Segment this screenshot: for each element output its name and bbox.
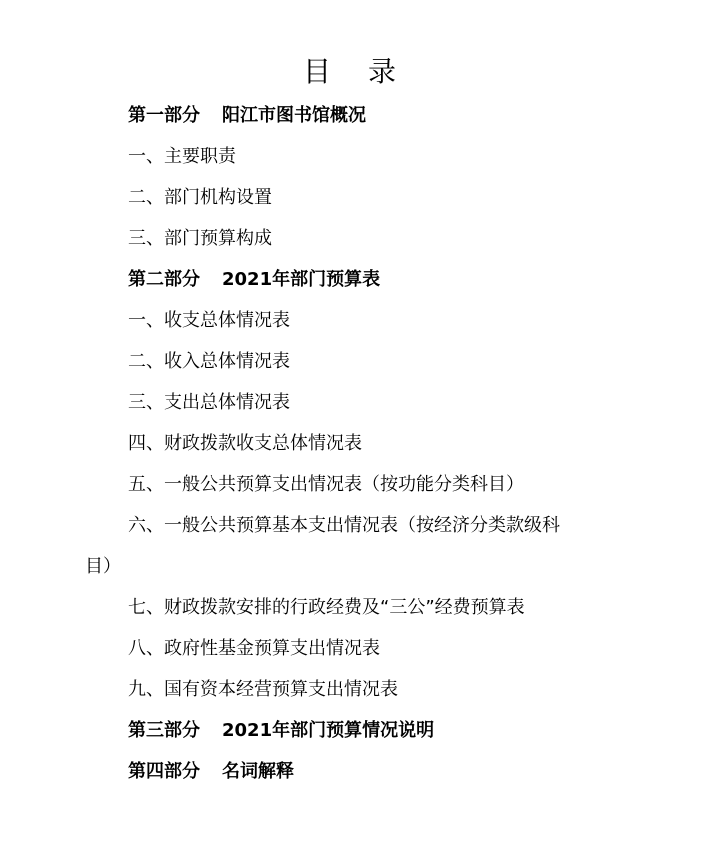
toc-item-continuation: 目）: [85, 556, 121, 577]
part-title: 阳江市图书馆概况: [222, 105, 366, 126]
part-number: 第二部分: [128, 269, 200, 290]
toc-item: 三、部门预算构成: [128, 228, 272, 249]
part-title: 名词解释: [222, 761, 294, 782]
toc-part-4: [128, 758, 294, 786]
toc-item: 七、财政拨款安排的行政经费及“三公”经费预算表: [128, 597, 525, 618]
toc-title: 目 录: [303, 55, 410, 88]
toc-part-1: [128, 102, 366, 130]
toc-item: 九、国有资本经营预算支出情况表: [128, 679, 398, 700]
part-title: 2021年部门预算情况说明: [222, 720, 435, 741]
toc-item: 五、一般公共预算支出情况表（按功能分类科目）: [128, 474, 524, 495]
toc-item: 一、收支总体情况表: [128, 310, 290, 331]
toc-item: 三、支出总体情况表: [128, 392, 290, 413]
part-title: 2021年部门预算表: [222, 269, 381, 290]
toc-part-3: [128, 717, 434, 745]
toc-item: 四、财政拨款收支总体情况表: [128, 433, 362, 454]
toc-item: 一、主要职责: [128, 146, 236, 167]
toc-part-2: [128, 266, 380, 294]
toc-item: 八、政府性基金预算支出情况表: [128, 638, 380, 659]
toc-item: 六、一般公共预算基本支出情况表（按经济分类款级科: [128, 515, 560, 536]
toc-item: 二、部门机构设置: [128, 187, 272, 208]
part-number: 第三部分: [128, 720, 200, 741]
part-number: 第一部分: [128, 105, 200, 126]
part-number: 第四部分: [128, 761, 200, 782]
toc-item: 二、收入总体情况表: [128, 351, 290, 372]
